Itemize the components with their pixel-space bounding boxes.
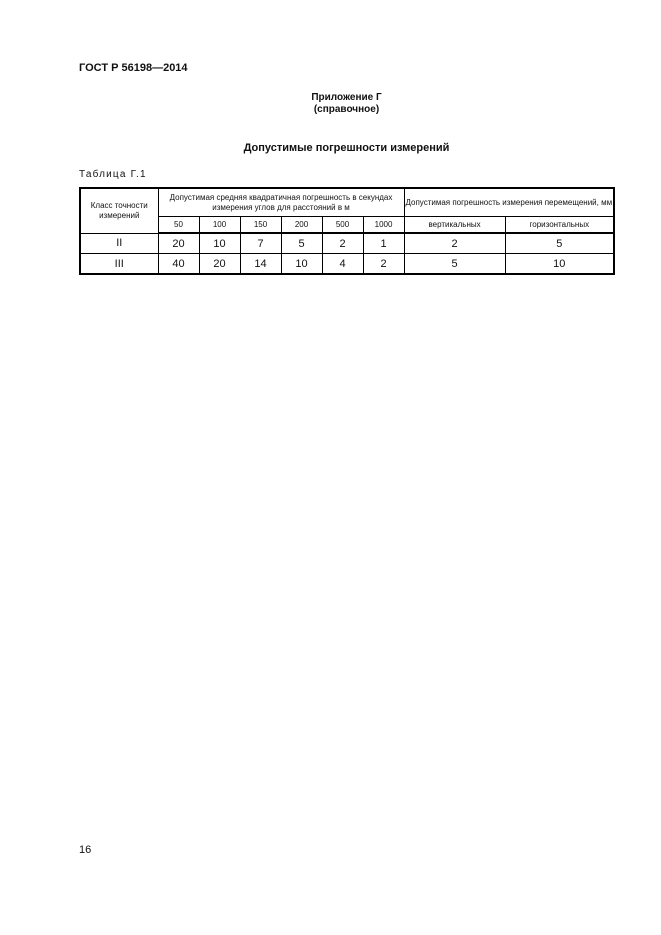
header-distance: 200 [281,217,322,234]
document-code: ГОСТ Р 56198—2014 [79,62,188,74]
table-header-row [80,188,614,217]
cell-angle: 5 [281,233,322,254]
cell-horizontal: 10 [505,254,614,275]
cell-angle: 7 [240,233,281,254]
header-distance: 100 [199,217,240,234]
cell-vertical: 5 [404,254,505,275]
header-accuracy-class: Класс точности измерений [80,188,158,233]
cell-angle: 2 [363,254,404,275]
tolerance-table [79,187,615,275]
header-angle-errors: Допустимая средняя квадратичная погрешность в секундах измерения углов для расстояний в м [158,188,404,217]
cell-angle: 20 [199,254,240,275]
annex-title: Приложение Г [311,92,382,103]
cell-angle: 10 [281,254,322,275]
cell-angle: 1 [363,233,404,254]
cell-angle: 20 [158,233,199,254]
cell-class: III [80,254,158,275]
cell-angle: 2 [322,233,363,254]
annex-heading [0,92,661,116]
cell-angle: 10 [199,233,240,254]
cell-angle: 4 [322,254,363,275]
header-horizontal: горизонтальных [505,217,614,234]
cell-angle: 14 [240,254,281,275]
header-distance: 150 [240,217,281,234]
section-title: Допустимые погрешности измерений [243,142,450,154]
header-distance: 1000 [363,217,404,234]
header-displacement-errors: Допустимая погрешность измерения перемещений, мм [404,188,614,217]
cell-vertical: 2 [404,233,505,254]
table-row [80,254,614,275]
table-caption: Таблица Г.1 [79,169,147,180]
table-row [80,233,614,254]
cell-class: II [80,233,158,254]
header-vertical: вертикальных [404,217,505,234]
cell-horizontal: 5 [505,233,614,254]
annex-subtitle: (справочное) [313,104,380,115]
header-distance: 500 [322,217,363,234]
header-distance: 50 [158,217,199,234]
table-subheader-row [80,217,614,234]
cell-angle: 40 [158,254,199,275]
page-number: 16 [79,844,92,856]
